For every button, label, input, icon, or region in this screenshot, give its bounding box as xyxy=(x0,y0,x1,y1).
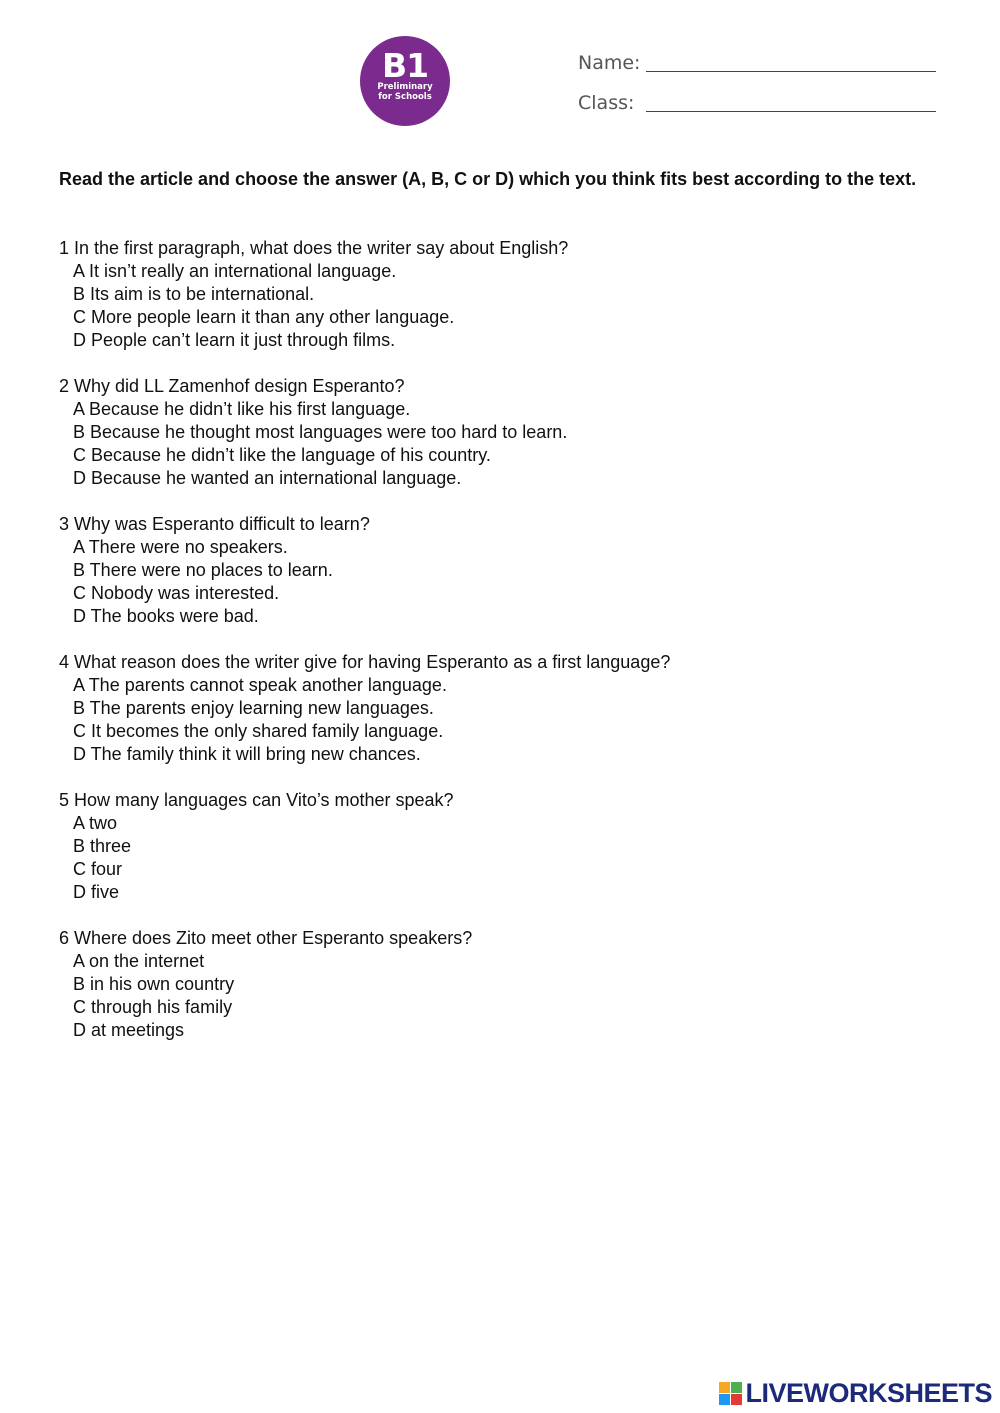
badge-level: B1 xyxy=(381,46,429,85)
question-2 xyxy=(59,375,959,490)
answer-option-d[interactable]: D five xyxy=(73,882,120,902)
answer-option-c[interactable]: C through his family xyxy=(73,997,233,1017)
answer-option-d[interactable]: D The family think it will bring new chances. xyxy=(73,744,421,764)
question-3 xyxy=(59,513,959,628)
question-1 xyxy=(59,237,959,352)
answer-option-c[interactable]: C More people learn it than any other language. xyxy=(73,307,455,327)
badge-line-1: Preliminary xyxy=(377,82,433,92)
answer-option-b[interactable]: B Its aim is to be international. xyxy=(73,284,315,304)
question-text: 1 In the first paragraph, what does the writer say about English? xyxy=(59,238,569,258)
question-6 xyxy=(59,927,959,1042)
liveworksheets-text: LIVEWORKSHEETS xyxy=(745,1378,992,1408)
question-4 xyxy=(59,651,959,766)
answer-option-b[interactable]: B The parents enjoy learning new languages. xyxy=(73,698,434,718)
answer-option-b[interactable]: B Because he thought most languages were too hard to learn. xyxy=(73,422,568,442)
answer-option-a[interactable]: A Because he didn’t like his first language. xyxy=(73,399,411,419)
answer-option-d[interactable]: D at meetings xyxy=(73,1020,185,1040)
answer-option-b[interactable]: B three xyxy=(73,836,132,856)
answer-option-a[interactable]: A two xyxy=(73,813,118,833)
question-text: 3 Why was Esperanto difficult to learn? xyxy=(59,514,370,534)
answer-option-a[interactable]: A on the internet xyxy=(73,951,205,971)
answer-option-d[interactable]: D People can’t learn it just through films. xyxy=(73,330,396,350)
answer-option-b[interactable]: B There were no places to learn. xyxy=(73,560,333,580)
answer-option-c[interactable]: C Nobody was interested. xyxy=(73,583,280,603)
question-text: 2 Why did LL Zamenhof design Esperanto? xyxy=(59,376,405,396)
question-5 xyxy=(59,789,959,904)
answer-option-a[interactable]: A It isn’t really an international language. xyxy=(73,261,397,281)
badge-line-2: for Schools xyxy=(378,92,432,102)
b1-preliminary-badge xyxy=(360,36,450,126)
answer-option-c[interactable]: C It becomes the only shared family language. xyxy=(73,721,444,741)
class-field[interactable] xyxy=(578,92,634,114)
answer-option-d[interactable]: D Because he wanted an international language. xyxy=(73,468,462,488)
liveworksheets-logo xyxy=(719,1378,992,1409)
question-text: 4 What reason does the writer give for having Esperanto as a first language? xyxy=(59,652,671,672)
question-text: 5 How many languages can Vito’s mother speak? xyxy=(59,790,454,810)
name-label: Name: xyxy=(578,52,641,74)
question-list xyxy=(59,237,959,1065)
answer-option-c[interactable]: C Because he didn’t like the language of his country. xyxy=(73,445,491,465)
question-text: 6 Where does Zito meet other Esperanto speakers? xyxy=(59,928,473,948)
answer-option-b[interactable]: B in his own country xyxy=(73,974,235,994)
class-label: Class: xyxy=(578,92,635,114)
answer-option-a[interactable]: A There were no speakers. xyxy=(73,537,288,557)
answer-option-a[interactable]: A The parents cannot speak another language. xyxy=(73,675,447,695)
answer-option-c[interactable]: C four xyxy=(73,859,123,879)
liveworksheets-icon xyxy=(719,1382,742,1405)
name-line[interactable] xyxy=(646,71,936,72)
name-field[interactable] xyxy=(578,52,640,74)
instructions: Read the article and choose the answer (A, B, C or D) which you think fits best according to the text. xyxy=(59,169,917,189)
class-line[interactable] xyxy=(646,111,936,112)
answer-option-d[interactable]: D The books were bad. xyxy=(73,606,259,626)
